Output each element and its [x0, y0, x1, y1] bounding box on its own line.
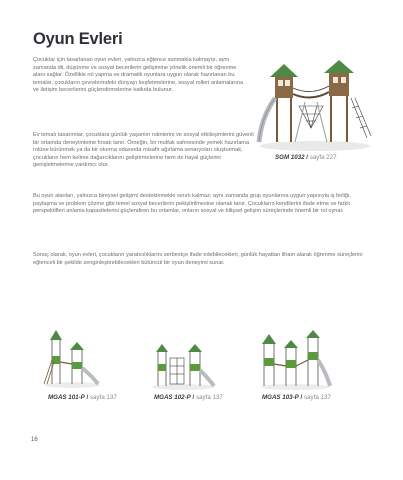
product-page-ref: sayfa 137	[303, 394, 331, 401]
paragraph-intro: Çocuklar için tasarlanan oyun evleri, yalnızca eğlence sunmakla kalmayıp, aynı zamanda dil, düşünme ve sosyal becerilerin gelişimine yönelik önemli bir öğrenme alanı sağlar. Özellikle rol yapma ve dramatik oyunlara uygun olarak hazırlanan bu temalar, çocukların çevrelerindeki dünyayı keşfetmelerine, sosyal rolleri anlamalarına ve iletişim becerilerini güçlendirmelerine katkıda bulunur.	[33, 57, 244, 94]
product-caption-mgas-103-p	[262, 394, 331, 401]
product-page-ref: sayfa 137	[89, 394, 117, 401]
page-title: Oyun Evleri	[33, 30, 123, 48]
paragraph-conclusion: Sonuç olarak, oyun evleri, çocukların yaratıcılıklarını serbestçe ifade edebilecekleri, günlük hayattan ilham alarak öğrenme süreçlerini eğlenceli bir şekilde zenginleştirebilecekleri bütüncül bir oyun deneyimi sunar.	[33, 252, 363, 266]
paragraph-home-themes: Ev temalı tasarımlar, çocuklara günlük yaşamın rutinlerini ve sosyal etkileşimlerini güvenli bir ortamda deneyimleme fırsatı tanır. Örneğin, bir mutfak sahnesinde yemek hazırlama rolüne bürünmek ya da bir oturma odasında misafir ağırlama senaryoları oluşturmak, çocukların hem kelime dağarcıklarını geliştirmelerine hem de hayal güçlerini genişletmelerine yardımcı olur.	[33, 132, 254, 169]
product-image-mgas-101-p	[42, 330, 102, 388]
product-caption-mgas-102-p	[154, 394, 223, 401]
product-code: SGM 1032	[275, 154, 305, 161]
caption-separator: /	[298, 394, 304, 401]
product-code: MGAS 101-P	[48, 394, 85, 401]
product-page-ref: sayfa 227	[309, 154, 337, 161]
paragraph-social-skills: Bu oyun alanları, yalnızca bireysel gelişimi desteklemekle sınırlı kalmaz; aynı zamanda grup oyunlarına uygun yapısıyla iş birliği, paylaşma ve problem çözme gibi temel sosyal becerilerin pekiştirilmesine olanak tanır. Çocukların kendilerini ifade etme ve farklı perspektifleri anlama kapasitelerini güçlendiren bu ortamlar, onların sosyal ve bilişsel gelişim süreçlerinde önemli bir rol oynar.	[33, 193, 351, 215]
page-number: 16	[31, 437, 38, 443]
caption-separator: /	[84, 394, 90, 401]
product-image-mgas-103-p	[258, 330, 332, 390]
product-caption-sgm-1032	[275, 154, 337, 161]
caption-separator: /	[304, 154, 310, 161]
product-image-sgm-1032	[255, 58, 373, 153]
product-page-ref: sayfa 137	[195, 394, 223, 401]
product-caption-mgas-101-p	[48, 394, 117, 401]
product-code: MGAS 103-P	[262, 394, 299, 401]
product-code: MGAS 102-P	[154, 394, 191, 401]
product-image-mgas-102-p	[150, 340, 216, 390]
caption-separator: /	[190, 394, 196, 401]
